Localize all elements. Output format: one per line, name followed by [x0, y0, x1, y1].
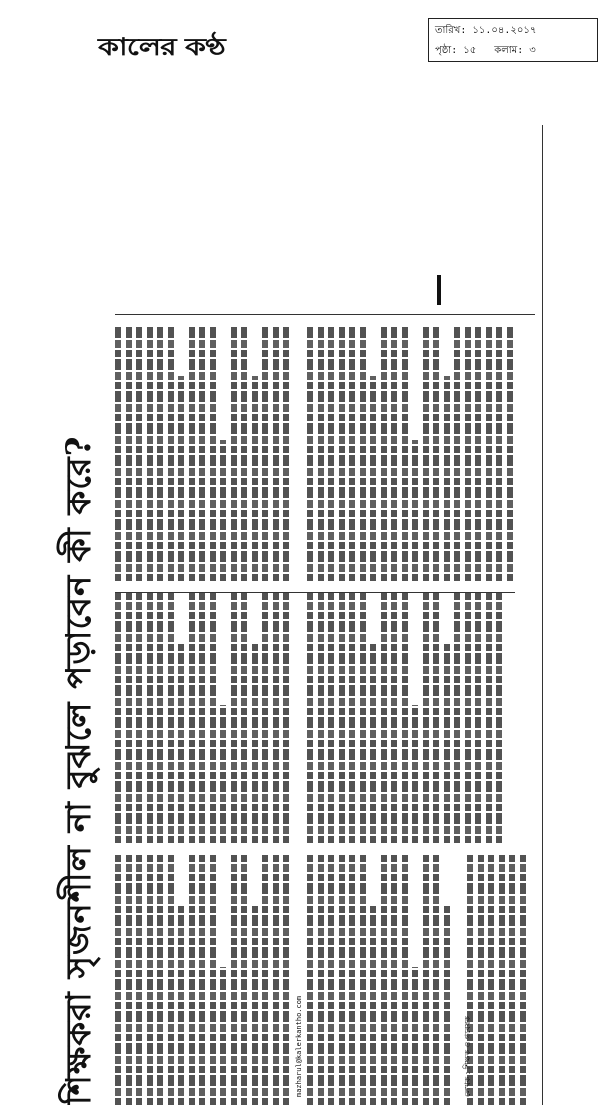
text-line	[360, 855, 366, 1105]
stamp-date-value: ১১.০৪.২০১৭	[472, 25, 536, 36]
text-line	[465, 325, 471, 581]
text-line	[391, 593, 397, 843]
text-line	[273, 855, 279, 1105]
text-line	[178, 643, 184, 843]
text-line	[391, 855, 397, 1105]
text-line	[210, 593, 216, 843]
text-line	[307, 855, 313, 1105]
text-line	[381, 593, 387, 843]
text-line	[252, 376, 258, 581]
text-line	[126, 593, 132, 843]
text-line	[136, 855, 142, 1105]
text-line	[381, 325, 387, 581]
stamp-date-label: তারিখ	[435, 25, 460, 36]
text-line	[349, 593, 355, 843]
article-column-4	[307, 855, 457, 1105]
text-line	[475, 325, 481, 581]
text-line	[423, 593, 429, 843]
text-line	[318, 855, 324, 1105]
text-line	[126, 855, 132, 1105]
text-line	[391, 325, 397, 581]
text-line	[370, 376, 376, 581]
article-byline: লেখক : শিক্ষক ও গবেষক	[462, 1016, 475, 1097]
stamp-page-value: ১৫	[463, 45, 476, 56]
text-line	[199, 325, 205, 581]
text-line	[262, 855, 268, 1105]
text-line	[507, 325, 513, 581]
text-line	[412, 968, 418, 1105]
text-line	[339, 593, 345, 843]
text-line	[210, 855, 216, 1105]
text-line	[360, 593, 366, 843]
text-line	[115, 325, 121, 581]
text-line	[147, 855, 153, 1105]
black-mark	[437, 275, 441, 305]
stamp-page-label: পৃষ্ঠা	[435, 45, 451, 56]
text-line	[454, 325, 460, 581]
text-line	[499, 855, 505, 1105]
text-line	[241, 855, 247, 1105]
text-line	[520, 855, 526, 1105]
text-line	[423, 855, 429, 1105]
text-line	[328, 593, 334, 843]
text-line	[307, 593, 313, 843]
article-column-3	[115, 325, 295, 581]
text-line	[157, 325, 163, 581]
text-line	[126, 325, 132, 581]
text-line	[475, 593, 481, 843]
text-line	[423, 325, 429, 581]
text-line	[252, 643, 258, 843]
text-line	[433, 325, 439, 581]
text-line	[283, 325, 289, 581]
text-line	[433, 593, 439, 843]
text-line	[465, 593, 471, 843]
text-line	[199, 855, 205, 1105]
text-line	[444, 376, 450, 581]
text-line	[136, 593, 142, 843]
article-column-1	[115, 855, 295, 1105]
text-line	[147, 593, 153, 843]
text-line	[231, 593, 237, 843]
text-line	[486, 593, 492, 843]
article-column-5	[307, 593, 507, 843]
text-line	[262, 325, 268, 581]
text-line	[412, 440, 418, 581]
text-line	[252, 905, 258, 1105]
text-line	[136, 325, 142, 581]
text-line	[168, 855, 174, 1105]
text-line	[220, 968, 226, 1105]
newspaper-masthead: কালের কণ্ঠ	[98, 28, 225, 69]
text-line	[189, 593, 195, 843]
stamp-page-row: পৃষ্ঠা: ১৫ কলাম: ৩	[435, 43, 536, 60]
stamp-column-value: ৩	[529, 45, 536, 56]
text-line	[283, 855, 289, 1105]
article-column-7	[467, 855, 537, 1105]
rotated-article	[57, 125, 557, 1105]
text-line	[486, 325, 492, 581]
stamp-date-row: তারিখ: ১১.০৪.২০১৭	[435, 23, 536, 40]
text-line	[433, 855, 439, 1105]
text-line	[488, 855, 494, 1105]
article-headline: শিক্ষকরা সৃজনশীল না বুঝলে পড়াবেন কী করে?	[57, 125, 101, 1105]
date-page-stamp	[428, 18, 598, 62]
stamp-column-label: কলাম	[494, 45, 517, 56]
text-line	[402, 855, 408, 1105]
text-line	[318, 593, 324, 843]
text-line	[328, 325, 334, 581]
text-line	[273, 325, 279, 581]
text-line	[328, 855, 334, 1105]
text-line	[283, 593, 289, 843]
text-line	[199, 593, 205, 843]
author-email: mazharul@kalerkantho.com	[295, 996, 303, 1097]
text-line	[307, 325, 313, 581]
text-line	[157, 593, 163, 843]
text-line	[349, 855, 355, 1105]
text-line	[241, 325, 247, 581]
text-line	[349, 325, 355, 581]
text-line	[370, 643, 376, 843]
text-line	[220, 440, 226, 581]
text-line	[168, 325, 174, 581]
text-line	[189, 325, 195, 581]
article-column-2	[115, 593, 295, 843]
text-line	[231, 855, 237, 1105]
text-line	[189, 855, 195, 1105]
article-column-6	[307, 325, 517, 581]
text-line	[147, 325, 153, 581]
text-line	[273, 593, 279, 843]
column-divider	[115, 314, 535, 315]
text-line	[370, 905, 376, 1105]
column-divider	[115, 592, 515, 593]
text-line	[509, 855, 515, 1105]
text-line	[444, 905, 450, 1105]
text-line	[412, 706, 418, 844]
text-line	[262, 593, 268, 843]
text-line	[241, 593, 247, 843]
text-line	[496, 593, 502, 843]
text-line	[115, 593, 121, 843]
text-line	[402, 325, 408, 581]
text-line	[454, 593, 460, 843]
text-line	[444, 643, 450, 843]
text-line	[318, 325, 324, 581]
text-line	[178, 376, 184, 581]
text-line	[339, 325, 345, 581]
text-line	[339, 855, 345, 1105]
text-line	[157, 855, 163, 1105]
text-line	[115, 855, 121, 1105]
text-line	[220, 706, 226, 844]
text-line	[231, 325, 237, 581]
text-line	[496, 325, 502, 581]
text-line	[402, 593, 408, 843]
bottom-rule	[542, 125, 543, 1105]
text-line	[360, 325, 366, 581]
text-line	[478, 855, 484, 1105]
text-line	[210, 325, 216, 581]
text-line	[178, 905, 184, 1105]
text-line	[168, 593, 174, 843]
text-line	[381, 855, 387, 1105]
